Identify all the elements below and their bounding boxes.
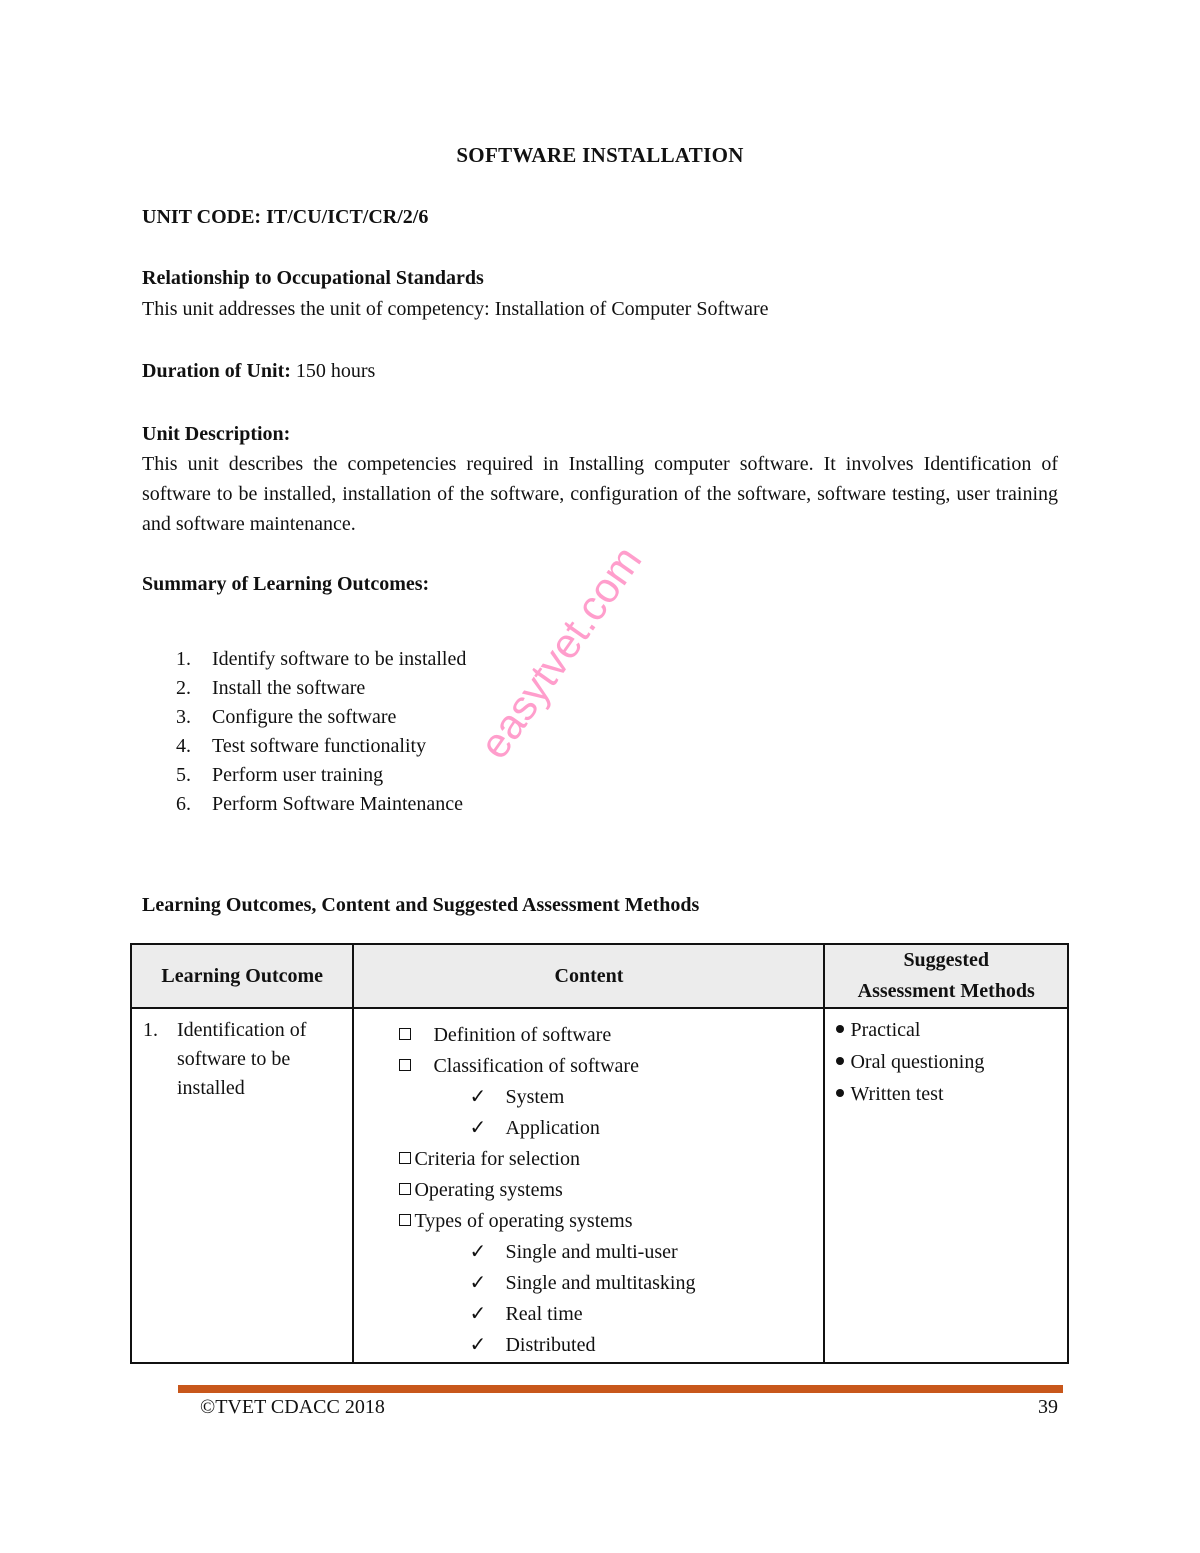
duration-line [142,356,375,386]
content-item-text: Operating systems [414,1179,563,1201]
content-item-text: Criteria for selection [414,1148,580,1170]
check-icon: ✓ [469,1117,487,1139]
content-item [399,1330,822,1361]
square-bullet-icon [399,1183,411,1195]
page-number: 39 [1038,1396,1058,1418]
content-item [399,1144,822,1175]
assessment-item-text: Oral questioning [850,1051,985,1073]
page-title: SOFTWARE INSTALLATION [456,143,744,167]
outcome-cell [131,1008,353,1363]
header-assessment: Suggested Assessment Methods [824,944,1068,1008]
assessment-item [836,1078,1066,1110]
content-item [399,1051,822,1082]
bullet-icon [836,1057,844,1065]
list-item: 1. Identify software to be installed [176,648,467,670]
content-item-text: Distributed [505,1334,596,1356]
content-item [399,1206,822,1237]
content-item-text: Classification of software [433,1055,639,1077]
outcome-number: 1. [143,1019,158,1041]
bullet-icon [836,1025,844,1033]
content-cell [353,1008,824,1363]
square-bullet-icon [399,1059,411,1071]
outcomes-table [130,943,1069,1364]
check-icon: ✓ [469,1303,487,1325]
bullet-icon [836,1089,844,1097]
assessment-item [836,1014,1066,1046]
content-item [399,1268,822,1299]
content-item-text: Application [505,1117,600,1139]
list-item: 6. Perform Software Maintenance [176,793,464,815]
duration-value: 150 hours [295,360,376,382]
content-item-text: Single and multi-user [505,1241,678,1263]
content-list [355,1010,822,1361]
relationship-text: This unit addresses the unit of competency: Installation of Computer Software [142,298,769,320]
watermark: easytvet.com [470,537,651,767]
list-item: 4. Test software functionality [176,735,427,757]
list-item: 5. Perform user training [176,764,384,786]
assessment-list [826,1010,1066,1110]
content-item-text: Real time [505,1303,583,1325]
content-item [399,1299,822,1330]
learning-outcomes-list [176,645,466,819]
list-item: 3. Configure the software [176,706,397,728]
table-row [131,1008,1068,1363]
description-heading: Unit Description: [142,423,291,445]
square-bullet-icon [399,1028,411,1040]
content-item [399,1237,822,1268]
check-icon: ✓ [469,1272,487,1294]
outcome-text: Identification of software to be installed [177,1019,307,1099]
footer-copyright: ©TVET CDACC 2018 [200,1396,385,1418]
table-header-row [131,944,1068,1008]
header-learning-outcome: Learning Outcome [131,944,353,1008]
unit-code: UNIT CODE: IT/CU/ICT/CR/2/6 [142,206,429,228]
content-item-text: Single and multitasking [505,1272,696,1294]
description-text: This unit describes the competencies required in Installing computer software. It involves Identification of software to be installed, installation of the software, configuration of the software, software testing, user training and software maintenance. [142,453,1058,535]
content-item [399,1175,822,1206]
content-item-text: Types of operating systems [414,1210,633,1232]
content-item [399,1020,822,1051]
content-item-text: Definition of software [433,1024,612,1046]
table-heading: Learning Outcomes, Content and Suggested Assessment Methods [142,894,700,916]
content-item [399,1113,822,1144]
header-content: Content [353,944,824,1008]
content-item-text: System [505,1086,565,1108]
square-bullet-icon [399,1214,411,1226]
assessment-item [836,1046,1066,1078]
relationship-heading: Relationship to Occupational Standards [142,267,484,289]
assessment-item-text: Written test [850,1083,944,1105]
check-icon: ✓ [469,1241,487,1263]
duration-label: Duration of Unit: [142,360,291,382]
square-bullet-icon [399,1152,411,1164]
check-icon: ✓ [469,1334,487,1356]
summary-heading: Summary of Learning Outcomes: [142,573,430,595]
content-item [399,1082,822,1113]
check-icon: ✓ [469,1086,487,1108]
assessment-item-text: Practical [850,1019,921,1041]
list-item: 2. Install the software [176,677,366,699]
assessment-cell [824,1008,1068,1363]
